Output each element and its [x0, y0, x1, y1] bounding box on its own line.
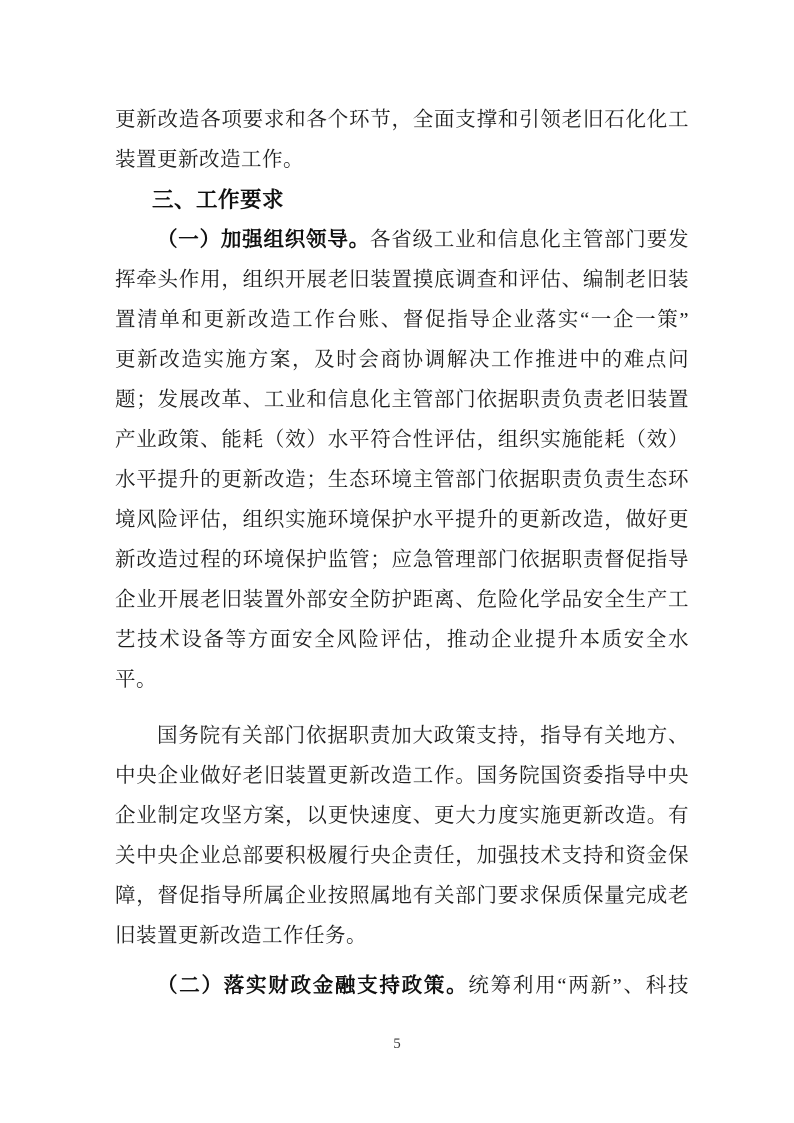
line-text: 企业制定攻坚方案，以更快速度、更大力度实施更新改造。有	[115, 805, 689, 827]
paragraph-lead-bold: （二）落实财政金融支持政策。	[157, 975, 469, 997]
line-text: 更新改造各项要求和各个环节，全面支撑和引领老旧石化化工	[115, 109, 689, 131]
line-text: 艺技术设备等方面安全风险评估，推动企业提升本质安全水	[115, 629, 689, 651]
line-text: 企业开展老旧装置外部安全防护距离、危险化学品安全生产工	[115, 589, 689, 611]
text-line	[115, 716, 689, 756]
line-text: 旧装置更新改造工作任务。	[115, 925, 367, 947]
line-text: 国务院有关部门依据职责加大政策支持，指导有关地方、	[157, 725, 689, 747]
line-text: 产业政策、能耗（效）水平符合性评估，组织实施能耗（效）	[115, 429, 689, 451]
text-line	[115, 220, 689, 260]
line-text: 置清单和更新改造工作台账、督促指导企业落实“一企一策”	[115, 309, 689, 331]
text-line	[115, 836, 689, 876]
line-text: 水平提升的更新改造；生态环境主管部门依据职责负责生态环	[115, 469, 689, 491]
line-text: 各省级工业和信息化主管部门要发	[369, 229, 689, 251]
text-line	[115, 380, 689, 420]
line-text: 挥牵头作用，组织开展老旧装置摸底调查和评估、编制老旧装	[115, 269, 689, 291]
line-text: 障，督促指导所属企业按照属地有关部门要求保质保量完成老	[115, 885, 689, 907]
line-text: 中央企业做好老旧装置更新改造工作。国务院国资委指导中央	[115, 765, 689, 787]
line-text: 境风险评估，组织实施环境保护水平提升的更新改造，做好更	[115, 509, 689, 531]
line-text: 题；发展改革、工业和信息化主管部门依据职责负责老旧装置	[115, 389, 689, 411]
text-line	[115, 756, 689, 796]
line-text: 新改造过程的环境保护监管；应急管理部门依据职责督促指导	[115, 549, 689, 571]
line-text: 平。	[115, 669, 157, 691]
text-line	[115, 300, 689, 340]
text-line	[115, 796, 689, 836]
text-line	[115, 460, 689, 500]
page-number: 5	[393, 1036, 401, 1052]
text-line	[115, 876, 689, 916]
text-line	[115, 916, 689, 956]
text-line	[115, 620, 689, 660]
text-column	[115, 100, 689, 1006]
line-text: 更新改造实施方案，及时会商协调解决工作推进中的难点问	[115, 349, 689, 371]
text-line	[115, 260, 689, 300]
text-line	[115, 340, 689, 380]
text-line	[115, 420, 689, 460]
text-line	[115, 540, 689, 580]
text-line	[115, 580, 689, 620]
text-line	[115, 660, 689, 700]
text-line	[115, 966, 689, 1006]
line-text: 三、工作要求	[152, 188, 285, 212]
section-heading	[115, 180, 689, 220]
text-line	[115, 140, 689, 180]
text-line	[115, 100, 689, 140]
line-text: 装置更新改造工作。	[115, 149, 304, 171]
line-text: 关中央企业总部要积极履行央企责任，加强技术支持和资金保	[115, 845, 689, 867]
paragraph-lead-bold: （一）加强组织领导。	[157, 229, 370, 251]
text-line	[115, 500, 689, 540]
line-text: 统筹利用“两新”、科技	[468, 975, 689, 997]
